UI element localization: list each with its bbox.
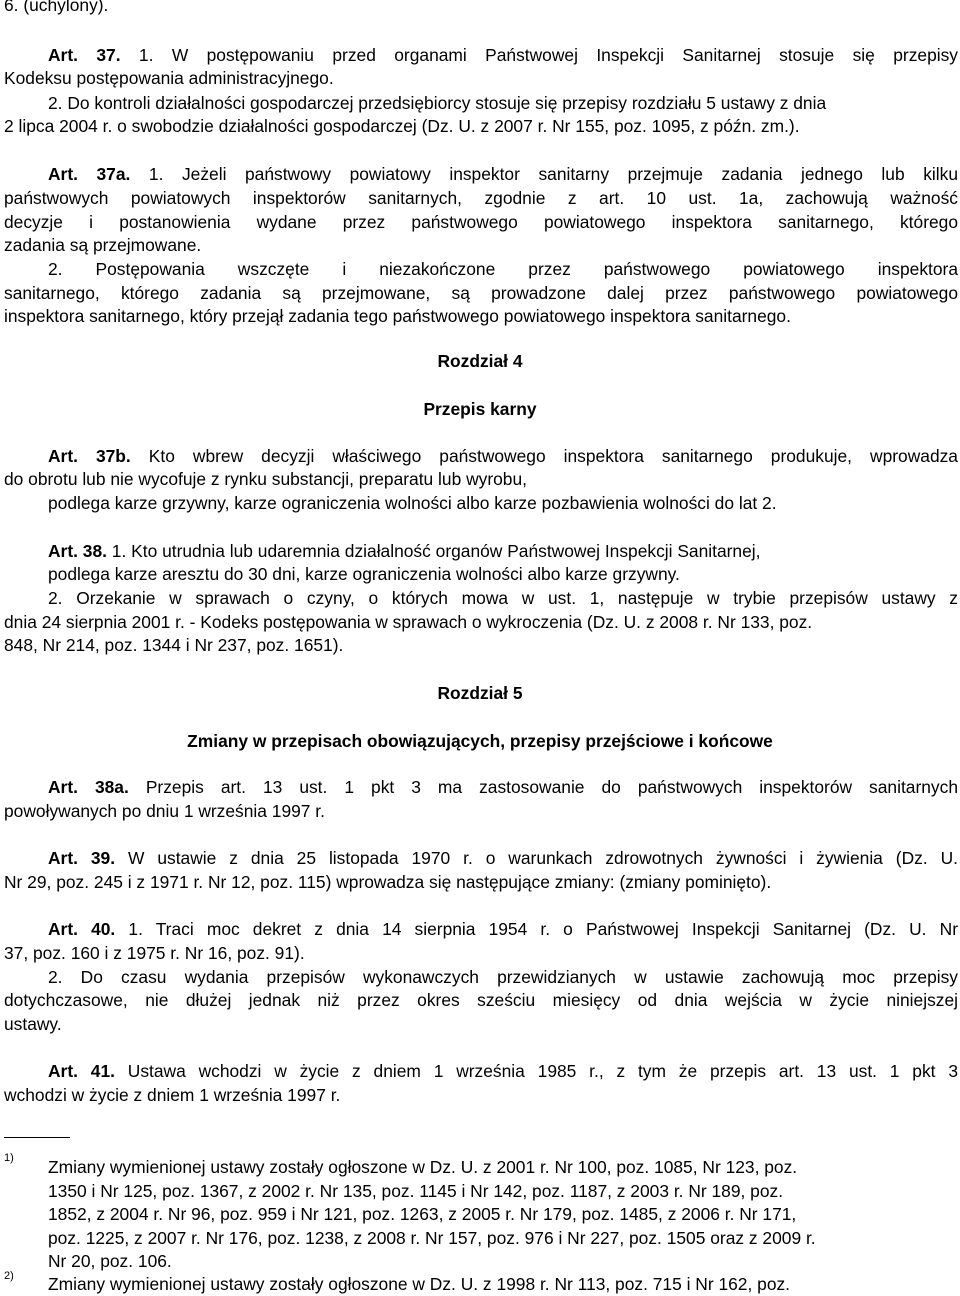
art-37a-line-1: Art. 37a. 1. Jeżeli państwowy powiatowy inspektor sanitarny przejmuje zadania jednego lub kilku [48, 164, 958, 184]
art-37a-label: Art. 37a. [48, 164, 131, 184]
footnote-2-marker: 2) [4, 1270, 14, 1282]
chapter-5-heading: Rozdział 5 [437, 683, 523, 703]
footnote-1-line-5: Nr 20, poz. 106. [48, 1251, 172, 1271]
footnote-1-line-4: poz. 1225, z 2007 r. Nr 176, poz. 1238, z 2008 r. Nr 157, poz. 976 i Nr 227, poz. 1505 oraz z 2009 r. [48, 1228, 816, 1248]
art-37-line-1: Art. 37. 1. W postępowaniu przed organami Państwowej Inspekcji Sanitarnej stosuje się przepisy [48, 45, 958, 65]
chapter-4-heading: Rozdział 4 [437, 351, 523, 371]
art-38-line-5: 848, Nr 214, poz. 1344 i Nr 237, poz. 1651). [4, 635, 344, 655]
art-38-line-3: 2. Orzekanie w sprawach o czyny, o których mowa w ust. 1, następuje w trybie przepisów ustawy z [48, 588, 958, 608]
art-38-line-2: podlega karze aresztu do 30 dni, karze ograniczenia wolności albo karze grzywny. [48, 564, 680, 584]
art-41-line-2: wchodzi w życie z dniem 1 września 1997 r. [4, 1085, 341, 1105]
art-41-line-1: Art. 41. Ustawa wchodzi w życie z dniem 1 września 1985 r., z tym że przepis art. 13 ust. 1 pkt 3 [48, 1061, 958, 1081]
chapter-5-title: Zmiany w przepisach obowiązujących, przepisy przejściowe i końcowe [187, 731, 773, 751]
art-38-label: Art. 38. [48, 541, 107, 561]
art-37-line-2: Kodeksu postępowania administracyjnego. [4, 68, 334, 88]
footnote-2-line-1: Zmiany wymienionej ustawy zostały ogłoszone w Dz. U. z 1998 r. Nr 113, poz. 715 i Nr 162, poz. [48, 1274, 791, 1294]
art-37b-line-2: do obrotu lub nie wycofuje z rynku substancji, preparatu lub wyrobu, [4, 469, 527, 489]
art-37b-line-1: Art. 37b. Kto wbrew decyzji właściwego państwowego inspektora sanitarnego produkuje, wprowadza [48, 446, 958, 466]
art-38-line-4: dnia 24 sierpnia 2001 r. - Kodeks postępowania w sprawach o wykroczenia (Dz. U. z 2008 r. Nr 133, poz. [4, 612, 813, 632]
footnote-1-line-3: 1852, z 2004 r. Nr 96, poz. 959 i Nr 121, poz. 1263, z 2005 r. Nr 179, poz. 1485, z 2006 r. Nr 171, [48, 1204, 797, 1224]
art-40-line-3: 2. Do czasu wydania przepisów wykonawczych przewidzianych w ustawie zachowują moc przepisy [48, 967, 958, 987]
footnote-separator [4, 1137, 70, 1138]
art-37-line-3: 2. Do kontroli działalności gospodarczej przedsiębiorcy stosuje się przepisy rozdziału 5 ustawy z dnia [48, 93, 827, 113]
art-37a-line-3: decyzje i postanowienia wydane przez państwowego powiatowego inspektora sanitarnego, którego [4, 212, 958, 232]
art-38a-line-1: Art. 38a. Przepis art. 13 ust. 1 pkt 3 ma zastosowanie do państwowych inspektorów sanitarnych [48, 777, 958, 797]
art-40-line-2: 37, poz. 160 i z 1975 r. Nr 16, poz. 91). [4, 943, 305, 963]
art-37a-line-6: sanitarnego, którego zadania są przejmowane, są prowadzone dalej przez państwowego powiatowego [4, 283, 958, 303]
chapter-4-title: Przepis karny [423, 399, 537, 419]
art-39-label: Art. 39. [48, 848, 116, 868]
art-38-line-1: Art. 38. 1. Kto utrudnia lub udaremnia działalność organów Państwowej Inspekcji Sanitarnej, [48, 541, 761, 561]
art-37a-line-4: zadania są przejmowane. [4, 235, 202, 255]
art-37-line-4: 2 lipca 2004 r. o swobodzie działalności gospodarczej (Dz. U. z 2007 r. Nr 155, poz. 1095, z późn. zm.). [4, 116, 800, 136]
footnote-1-line-2: 1350 i Nr 125, poz. 1367, z 2002 r. Nr 135, poz. 1145 i Nr 142, poz. 1187, z 2003 r. Nr 189, poz. [48, 1181, 784, 1201]
art-37a-line-7: inspektora sanitarnego, który przejął zadania tego państwowego powiatowego inspektora sanitarnego. [4, 306, 791, 326]
art-41-label: Art. 41. [48, 1061, 115, 1081]
art-38a-line-2: powoływanych po dniu 1 września 1997 r. [4, 801, 325, 821]
art-39-line-2: Nr 29, poz. 245 i z 1971 r. Nr 12, poz. 115) wprowadza się następujące zmiany: (zmiany pominięto). [4, 872, 772, 892]
art-38a-label: Art. 38a. [48, 777, 129, 797]
art-37-label: Art. 37. [48, 45, 121, 65]
art-40-line-1: Art. 40. 1. Traci moc dekret z dnia 14 sierpnia 1954 r. o Państwowej Inspekcji Sanitarnej (Dz. U. Nr [48, 919, 958, 939]
art-39-line-1: Art. 39. W ustawie z dnia 25 listopada 1970 r. o warunkach zdrowotnych żywności i żywienia (Dz. U. [48, 848, 958, 868]
art-37b-line-3: podlega karze grzywny, karze ograniczenia wolności albo karze pozbawienia wolności do lat 2. [48, 493, 777, 513]
footnote-1-marker: 1) [4, 1152, 14, 1164]
footnote-1-line-1: Zmiany wymienionej ustawy zostały ogłoszone w Dz. U. z 2001 r. Nr 100, poz. 1085, Nr 123, poz. [48, 1157, 798, 1177]
item-6-repealed: 6. (uchylony). [4, 0, 109, 15]
art-40-line-4: dotychczasowe, nie dłużej jednak niż przez okres sześciu miesięcy od dnia wejścia w życie niniejszej [4, 990, 958, 1010]
art-37a-line-2: państwowych powiatowych inspektorów sanitarnych, zgodnie z art. 10 ust. 1a, zachowują ważność [4, 188, 958, 208]
art-37a-line-5: 2. Postępowania wszczęte i niezakończone przez państwowego powiatowego inspektora [48, 259, 958, 279]
art-37b-label: Art. 37b. [48, 446, 131, 466]
art-40-line-5: ustawy. [4, 1014, 62, 1034]
art-40-label: Art. 40. [48, 919, 116, 939]
